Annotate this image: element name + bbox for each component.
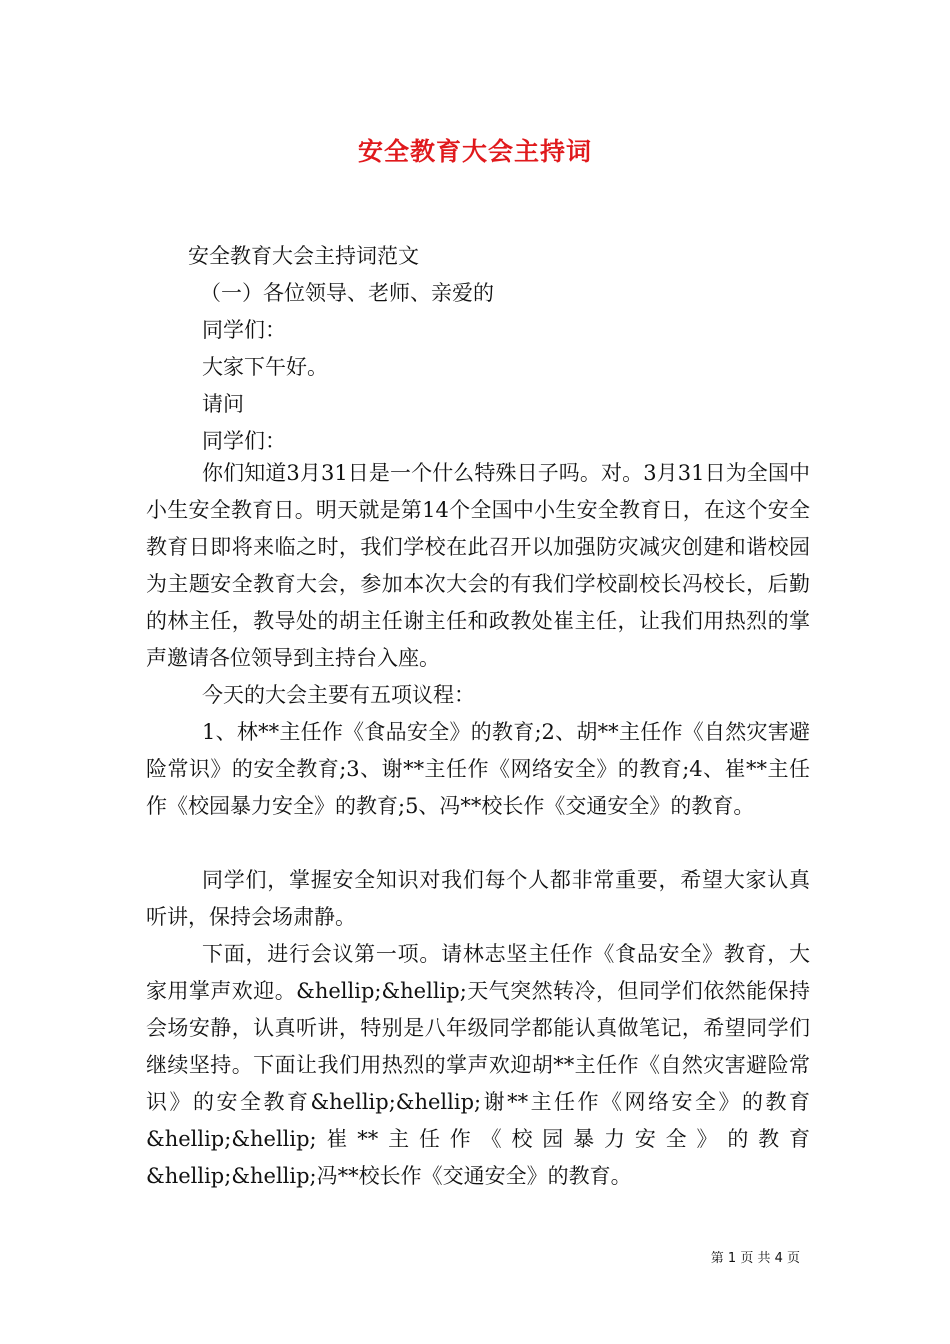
greeting-line-2: 同学们： <box>202 318 286 342</box>
document-subtitle: 安全教育大会主持词范文 <box>188 244 419 268</box>
body-paragraph: 1、林**主任作《食品安全》的教育;2、胡**主任作《自然灾害避险常识》的安全教育;3、谢**主任作《网络安全》的教育;4、崔**主任作《校园暴力安全》的教育;5、冯**校长作《交通安全》的教育。 <box>146 720 810 818</box>
greeting-line-3: 大家下午好。 <box>202 355 328 379</box>
greeting-line-5: 同学们： <box>202 429 286 453</box>
body-paragraph: 同学们，掌握安全知识对我们每个人都非常重要，希望大家认真听讲，保持会场肃静。 <box>146 868 810 929</box>
greeting-line-4: 请问 <box>202 392 244 416</box>
greeting-line-1: （一）各位领导、老师、亲爱的 <box>200 281 494 305</box>
document-title: 安全教育大会主持词 <box>357 137 592 166</box>
body-paragraph: 今天的大会主要有五项议程： <box>202 683 475 707</box>
body-paragraph: 你们知道3月31日是一个什么特殊日子吗。对。3月31日为全国中小生安全教育日。明天就是第14个全国中小生安全教育日，在这个安全教育日即将来临之时，我们学校在此召开以加强防灾减灾创建和谐校园为主题安全教育大会，参加本次大会的有我们学校副校长冯校长，后勤的林主任，教导处的胡主任谢主任和政教处崔主任，让我们用热烈的掌声邀请各位领导到主持台入座。 <box>146 461 810 670</box>
page-footer: 第 1 页 共 4 页 <box>710 1251 800 1266</box>
body-paragraph: 下面，进行会议第一项。请林志坚主任作《食品安全》教育，大家用掌声欢迎。&hellip;&hellip;天气突然转冷，但同学们依然能保持会场安静，认真听讲，特别是八年级同学都能认真做笔记，希望同学们继续坚持。下面让我们用热烈的掌声欢迎胡**主任作《自然灾害避险常识》的安全教育&hellip;&hellip;谢**主任作《网络安全》的教育&hellip;&hellip;崔**主任作《校园暴力安全》的教育&hellip;&hellip;冯**校长作《交通安全》的教育。 <box>146 942 810 1188</box>
